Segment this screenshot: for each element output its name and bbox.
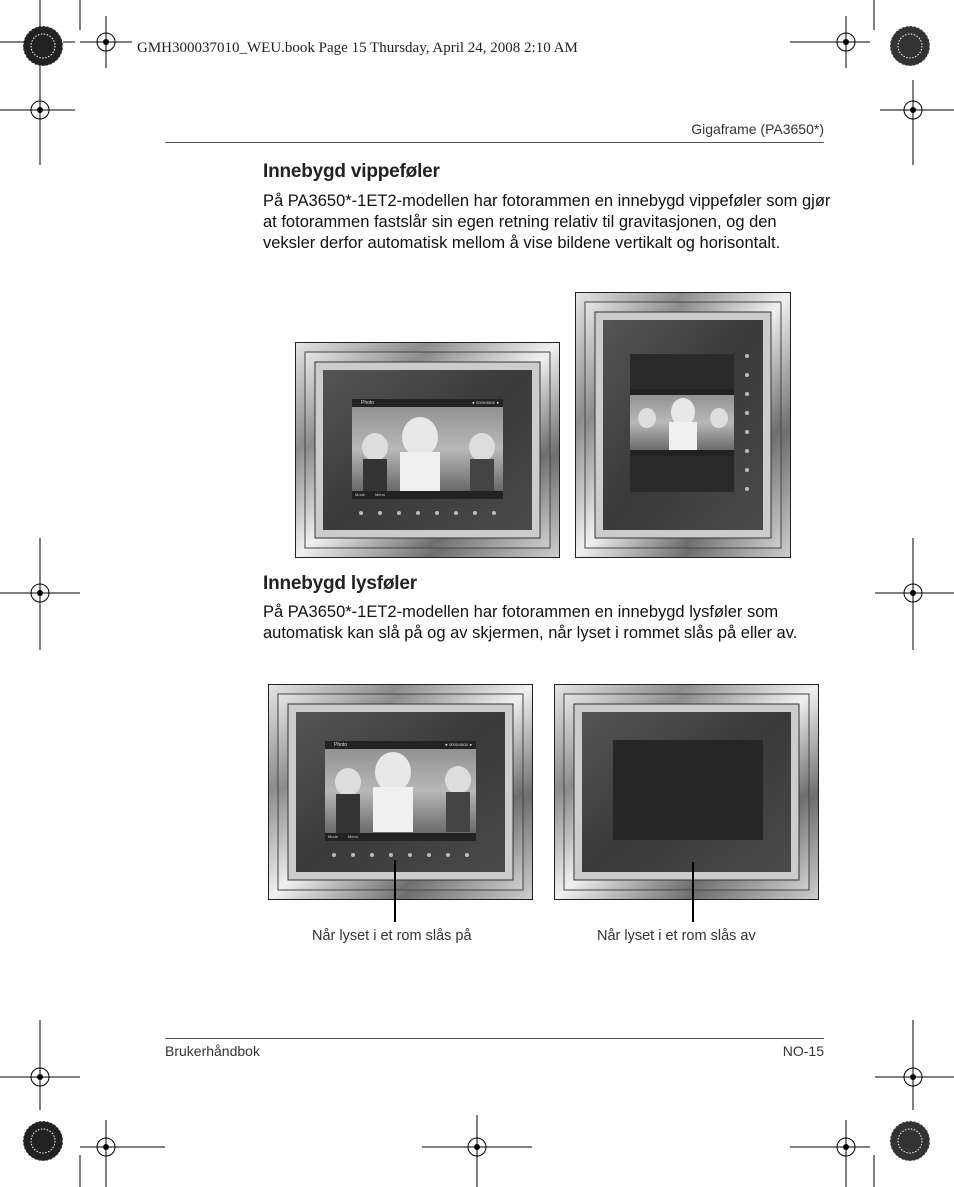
running-head: Gigaframe (PA3650*) [691, 121, 824, 137]
header-rule [165, 142, 824, 143]
photo-frame-portrait [575, 292, 791, 558]
photo-frame-landscape [295, 342, 560, 558]
footer-left: Brukerhåndbok [165, 1043, 260, 1059]
section-paragraph-tilt-sensor: På PA3650*-1ET2-modellen har fotorammen en innebygd vippeføler som gjør at fotorammen fastslår sin egen retning relativ til gravitasjonen, og den veksler derfor automatisk mellom å vise bildene vertikalt og horisontalt. [263, 192, 831, 252]
pointer-line-off [692, 862, 694, 922]
section-heading-tilt-sensor: Innebygd vippeføler [263, 161, 440, 182]
screen-counter: ◄ 0000/4800 ► [471, 400, 501, 405]
screen-title: Photo [334, 742, 348, 748]
caption-light-off: Når lyset i et rom slås av [597, 928, 756, 944]
photo-frame-light-on [268, 684, 533, 900]
screen-counter: ◄ 0000/4800 ► [444, 742, 474, 747]
screen-title: Photo [361, 400, 375, 406]
screen-menu-label: Menu [348, 834, 359, 839]
pointer-line-on [394, 862, 396, 922]
screen-mode-label: Mode [355, 492, 366, 497]
screen-menu-label: Menu [375, 492, 386, 497]
photo-frame-light-off [554, 684, 819, 900]
section-heading-light-sensor: Innebygd lysføler [263, 573, 417, 594]
footer-rule [165, 1038, 824, 1039]
caption-light-on: Når lyset i et rom slås på [312, 928, 472, 944]
screen-mode-label: Mode [328, 834, 339, 839]
section-paragraph-light-sensor: På PA3650*-1ET2-modellen har fotorammen en innebygd lysføler som automatisk kan slå på og av skjermen, når lyset i rommet slås på eller av. [263, 603, 798, 642]
footer-page-number: NO-15 [782, 1043, 824, 1059]
print-slug: GMH300037010_WEU.book Page 15 Thursday, April 24, 2008 2:10 AM [137, 40, 578, 56]
